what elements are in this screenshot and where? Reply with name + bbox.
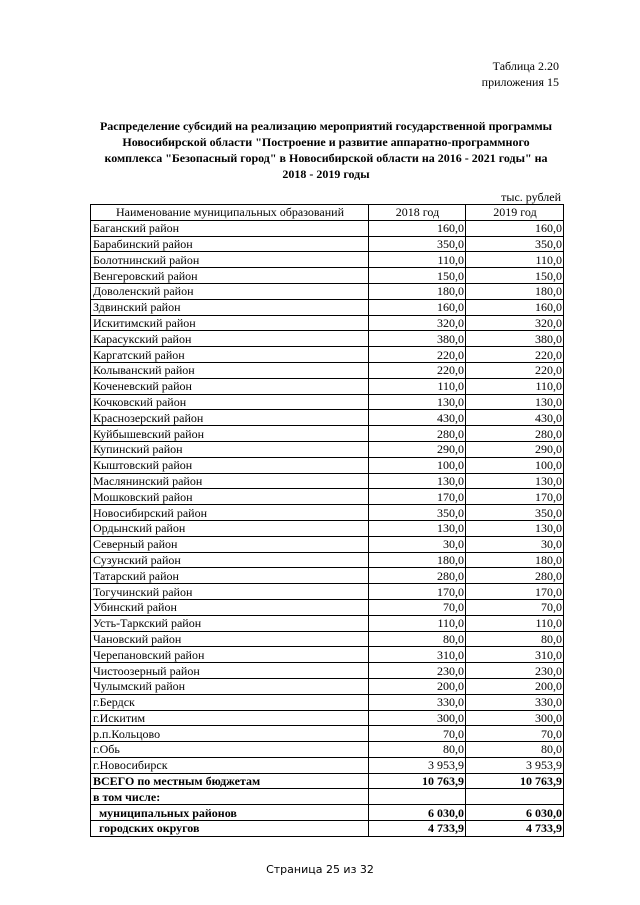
- municipality-cell: Краснозерский район: [91, 410, 369, 426]
- value-2018-cell: 380,0: [369, 331, 466, 347]
- value-2018-cell: 130,0: [369, 394, 466, 410]
- municipality-cell: Купинский район: [91, 441, 369, 457]
- value-2019-cell: 180,0: [466, 283, 564, 299]
- table-header-row: [91, 205, 564, 221]
- value-2019-cell: 110,0: [466, 615, 564, 631]
- value-2019-cell: 160,0: [466, 220, 564, 236]
- value-2019-cell: 300,0: [466, 710, 564, 726]
- value-2019-cell: 350,0: [466, 236, 564, 252]
- value-2018-cell: 430,0: [369, 410, 466, 426]
- municipality-cell: Доволенский район: [91, 283, 369, 299]
- municipality-cell: городских округов: [91, 821, 369, 837]
- municipality-cell: Болотнинский район: [91, 252, 369, 268]
- document-title: [90, 118, 562, 182]
- municipality-cell: Сузунский район: [91, 552, 369, 568]
- title-line: Новосибирской области "Построение и развитие аппаратно-программного: [122, 135, 530, 149]
- municipality-cell: г.Обь: [91, 742, 369, 758]
- value-2019-cell: 220,0: [466, 347, 564, 363]
- table-row: [91, 694, 564, 710]
- municipality-cell: Чулымский район: [91, 678, 369, 694]
- value-2018-cell: 170,0: [369, 584, 466, 600]
- municipality-cell: Карасукский район: [91, 331, 369, 347]
- value-2018-cell: 6 030,0: [369, 805, 466, 821]
- value-2019-cell: 10 763,9: [466, 773, 564, 789]
- municipality-cell: г.Новосибирск: [91, 757, 369, 773]
- table-row: [91, 773, 564, 789]
- value-2019-cell: 6 030,0: [466, 805, 564, 821]
- value-2019-cell: 170,0: [466, 489, 564, 505]
- table-row: [91, 821, 564, 837]
- table-row: [91, 505, 564, 521]
- value-2019-cell: 200,0: [466, 678, 564, 694]
- value-2018-cell: 10 763,9: [369, 773, 466, 789]
- municipality-cell: Новосибирский район: [91, 505, 369, 521]
- municipality-cell: ВСЕГО по местным бюджетам: [91, 773, 369, 789]
- table-row: [91, 410, 564, 426]
- value-2018-cell: 110,0: [369, 252, 466, 268]
- column-header-municipality: Наименование муниципальных образований: [91, 205, 369, 221]
- value-2018-cell: 350,0: [369, 236, 466, 252]
- value-2018-cell: 130,0: [369, 520, 466, 536]
- table-row: [91, 615, 564, 631]
- appendix-label: приложения 15: [481, 75, 559, 89]
- municipality-cell: Татарский район: [91, 568, 369, 584]
- value-2018-cell: 220,0: [369, 362, 466, 378]
- value-2018-cell: 310,0: [369, 647, 466, 663]
- table-row: [91, 347, 564, 363]
- value-2019-cell: 320,0: [466, 315, 564, 331]
- municipality-cell: Маслянинский район: [91, 473, 369, 489]
- table-row: [91, 726, 564, 742]
- value-2018-cell: 200,0: [369, 678, 466, 694]
- table-row: [91, 663, 564, 679]
- value-2018-cell: [369, 789, 466, 805]
- municipality-cell: Кочковский район: [91, 394, 369, 410]
- table-row: [91, 757, 564, 773]
- municipality-cell: Северный район: [91, 536, 369, 552]
- page-footer: Страница 25 из 32: [266, 863, 374, 876]
- value-2019-cell: 290,0: [466, 441, 564, 457]
- table-row: [91, 742, 564, 758]
- title-line: Распределение субсидий на реализацию мероприятий государственной программы: [99, 119, 553, 133]
- value-2019-cell: 170,0: [466, 584, 564, 600]
- value-2018-cell: 280,0: [369, 426, 466, 442]
- table-row: [91, 647, 564, 663]
- value-2018-cell: 150,0: [369, 268, 466, 284]
- table-number: Таблица 2.20: [492, 59, 559, 73]
- value-2018-cell: 320,0: [369, 315, 466, 331]
- value-2019-cell: 350,0: [466, 505, 564, 521]
- value-2019-cell: 100,0: [466, 457, 564, 473]
- table-row: [91, 568, 564, 584]
- municipality-cell: Усть-Таркский район: [91, 615, 369, 631]
- value-2019-cell: 430,0: [466, 410, 564, 426]
- table-row: [91, 331, 564, 347]
- value-2019-cell: 110,0: [466, 378, 564, 394]
- municipality-cell: в том числе:: [91, 789, 369, 805]
- municipality-cell: г.Бердск: [91, 694, 369, 710]
- value-2018-cell: 160,0: [369, 220, 466, 236]
- value-2019-cell: 380,0: [466, 331, 564, 347]
- value-2018-cell: 100,0: [369, 457, 466, 473]
- table-row: [91, 489, 564, 505]
- table-body: [91, 220, 564, 836]
- municipality-cell: Искитимский район: [91, 315, 369, 331]
- value-2019-cell: 230,0: [466, 663, 564, 679]
- value-2018-cell: 4 733,9: [369, 821, 466, 837]
- municipality-cell: Кыштовский район: [91, 457, 369, 473]
- value-2018-cell: 300,0: [369, 710, 466, 726]
- value-2018-cell: 70,0: [369, 726, 466, 742]
- municipality-cell: Тогучинский район: [91, 584, 369, 600]
- value-2018-cell: 180,0: [369, 552, 466, 568]
- value-2019-cell: 150,0: [466, 268, 564, 284]
- value-2018-cell: 230,0: [369, 663, 466, 679]
- table-row: [91, 268, 564, 284]
- value-2019-cell: 4 733,9: [466, 821, 564, 837]
- table-row: [91, 631, 564, 647]
- value-2018-cell: 80,0: [369, 742, 466, 758]
- municipality-cell: Венгеровский район: [91, 268, 369, 284]
- value-2018-cell: 180,0: [369, 283, 466, 299]
- value-2018-cell: 330,0: [369, 694, 466, 710]
- value-2018-cell: 30,0: [369, 536, 466, 552]
- municipality-cell: Убинский район: [91, 599, 369, 615]
- units-label: тыс. рублей: [501, 190, 561, 204]
- municipality-cell: Баганский район: [91, 220, 369, 236]
- municipality-cell: г.Искитим: [91, 710, 369, 726]
- title-line: комплекса "Безопасный город" в Новосибирской области на 2016 - 2021 годы" на: [104, 151, 548, 165]
- subsidy-table: [90, 204, 564, 837]
- value-2018-cell: 110,0: [369, 378, 466, 394]
- value-2018-cell: 80,0: [369, 631, 466, 647]
- table-row: [91, 252, 564, 268]
- column-header-2018: 2018 год: [369, 205, 466, 221]
- table-row: [91, 441, 564, 457]
- municipality-cell: Барабинский район: [91, 236, 369, 252]
- value-2019-cell: 310,0: [466, 647, 564, 663]
- value-2019-cell: 80,0: [466, 742, 564, 758]
- table-row: [91, 520, 564, 536]
- table-row: [91, 599, 564, 615]
- table-row: [91, 299, 564, 315]
- table-reference: [482, 58, 559, 90]
- municipality-cell: Куйбышевский район: [91, 426, 369, 442]
- value-2019-cell: 280,0: [466, 568, 564, 584]
- table-row: [91, 457, 564, 473]
- value-2018-cell: 160,0: [369, 299, 466, 315]
- municipality-cell: Чистоозерный район: [91, 663, 369, 679]
- value-2018-cell: 290,0: [369, 441, 466, 457]
- value-2019-cell: 220,0: [466, 362, 564, 378]
- municipality-cell: Колыванский район: [91, 362, 369, 378]
- value-2019-cell: [466, 789, 564, 805]
- municipality-cell: Каргатский район: [91, 347, 369, 363]
- title-line: 2018 - 2019 годы: [282, 167, 370, 181]
- table-row: [91, 236, 564, 252]
- column-header-2019: 2019 год: [466, 205, 564, 221]
- value-2019-cell: 80,0: [466, 631, 564, 647]
- table-row: [91, 394, 564, 410]
- value-2019-cell: 330,0: [466, 694, 564, 710]
- value-2019-cell: 280,0: [466, 426, 564, 442]
- table-row: [91, 584, 564, 600]
- municipality-cell: р.п.Кольцово: [91, 726, 369, 742]
- table-row: [91, 362, 564, 378]
- value-2018-cell: 170,0: [369, 489, 466, 505]
- table-row: [91, 805, 564, 821]
- table-row: [91, 789, 564, 805]
- value-2018-cell: 70,0: [369, 599, 466, 615]
- value-2019-cell: 180,0: [466, 552, 564, 568]
- value-2018-cell: 110,0: [369, 615, 466, 631]
- value-2019-cell: 130,0: [466, 473, 564, 489]
- value-2018-cell: 280,0: [369, 568, 466, 584]
- municipality-cell: Чановский район: [91, 631, 369, 647]
- municipality-cell: Ордынский район: [91, 520, 369, 536]
- table-row: [91, 678, 564, 694]
- municipality-cell: муниципальных районов: [91, 805, 369, 821]
- table-row: [91, 220, 564, 236]
- value-2019-cell: 3 953,9: [466, 757, 564, 773]
- table-row: [91, 710, 564, 726]
- municipality-cell: Мошковский район: [91, 489, 369, 505]
- table-row: [91, 473, 564, 489]
- table-row: [91, 283, 564, 299]
- table-row: [91, 536, 564, 552]
- value-2019-cell: 130,0: [466, 394, 564, 410]
- value-2019-cell: 130,0: [466, 520, 564, 536]
- value-2019-cell: 110,0: [466, 252, 564, 268]
- value-2018-cell: 130,0: [369, 473, 466, 489]
- value-2019-cell: 70,0: [466, 599, 564, 615]
- value-2018-cell: 3 953,9: [369, 757, 466, 773]
- municipality-cell: Коченевский район: [91, 378, 369, 394]
- municipality-cell: Здвинский район: [91, 299, 369, 315]
- value-2018-cell: 350,0: [369, 505, 466, 521]
- value-2019-cell: 160,0: [466, 299, 564, 315]
- value-2019-cell: 30,0: [466, 536, 564, 552]
- table-row: [91, 552, 564, 568]
- municipality-cell: Черепановский район: [91, 647, 369, 663]
- table-row: [91, 426, 564, 442]
- table-row: [91, 315, 564, 331]
- value-2018-cell: 220,0: [369, 347, 466, 363]
- value-2019-cell: 70,0: [466, 726, 564, 742]
- table-row: [91, 378, 564, 394]
